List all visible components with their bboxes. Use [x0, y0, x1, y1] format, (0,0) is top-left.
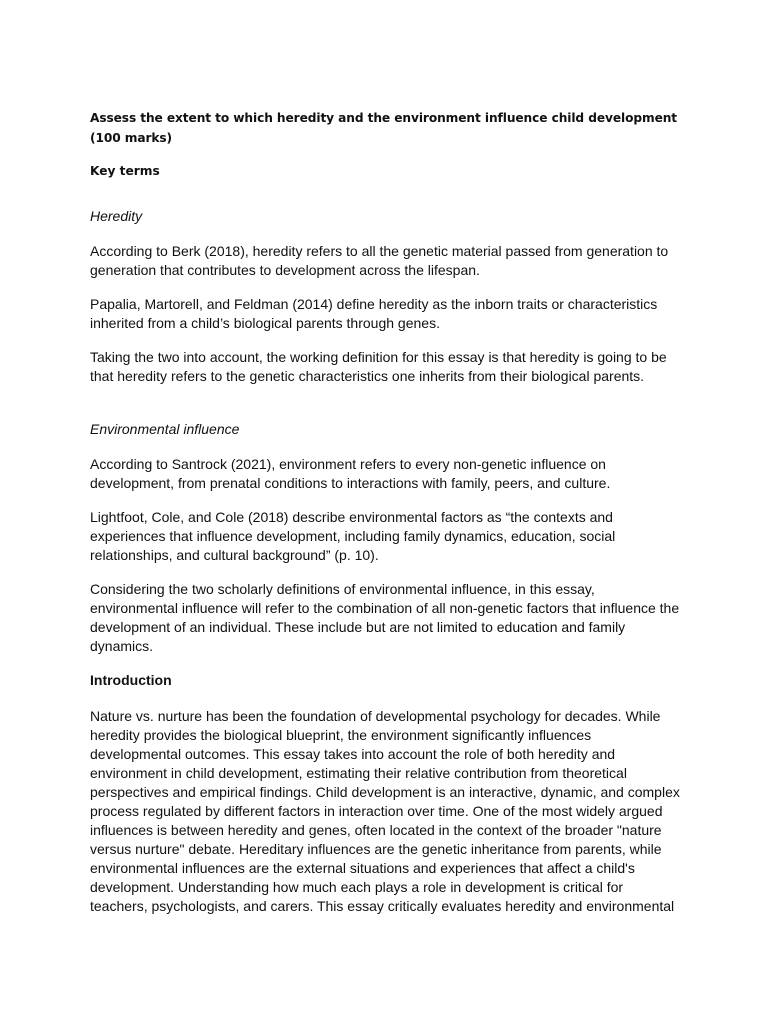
heredity-heading: Heredity	[90, 208, 143, 224]
document-body	[90, 108, 682, 931]
key-terms-heading: Key terms	[90, 164, 160, 178]
environment-paragraph-santrock: According to Santrock (2021), environment refers to every non-genetic influence on development, from prenatal conditions to interactions with family, peers, and culture.	[90, 456, 611, 491]
environment-paragraph-lightfoot: Lightfoot, Cole, and Cole (2018) describe environmental factors as “the contexts and experiences that influence development, including family dynamics, education, social relationships, and cultural background” (p. 10).	[90, 509, 616, 563]
environmental-influence-heading: Environmental influence	[90, 421, 240, 437]
heredity-paragraph-papalia: Papalia, Martorell, and Feldman (2014) define heredity as the inborn traits or characteristics inherited from a child’s biological parents through genes.	[90, 296, 658, 331]
introduction-heading: Introduction	[90, 672, 172, 688]
essay-title: Assess the extent to which heredity and the environment influence child development (100 marks)	[90, 111, 678, 145]
heredity-paragraph-working-definition: Taking the two into account, the working definition for this essay is that heredity is going to be that heredity refers to the genetic characteristics one inherits from their biological parents.	[90, 349, 667, 384]
heredity-paragraph-berk: According to Berk (2018), heredity refers to all the genetic material passed from generation to generation that contributes to development across the lifespan.	[90, 243, 669, 278]
introduction-paragraph: Nature vs. nurture has been the foundation of developmental psychology for decades. While heredity provides the biological blueprint, the environment significantly influences developmental outcomes. This essay takes into account the role of both heredity and environment in child development, estimating their relative contribution from theoretical perspectives and empirical findings. Child development is an interactive, dynamic, and complex process regulated by different factors in interaction over time. One of the most widely argued influences is between heredity and genes, often located in the context of the broader "nature versus nurture" debate. Hereditary influences are the genetic inheritance from parents, while environmental influences are the external situations and experiences that affect a child's development. Understanding how much each plays a role in development is critical for teachers, psychologists, and carers. This essay critically evaluates heredity and environmental	[90, 708, 680, 914]
environment-paragraph-working-definition: Considering the two scholarly definitions of environmental influence, in this essay, environmental influence will refer to the combination of all non-genetic factors that influence the development of an individual. These include but are not limited to education and family dynamics.	[90, 581, 680, 654]
